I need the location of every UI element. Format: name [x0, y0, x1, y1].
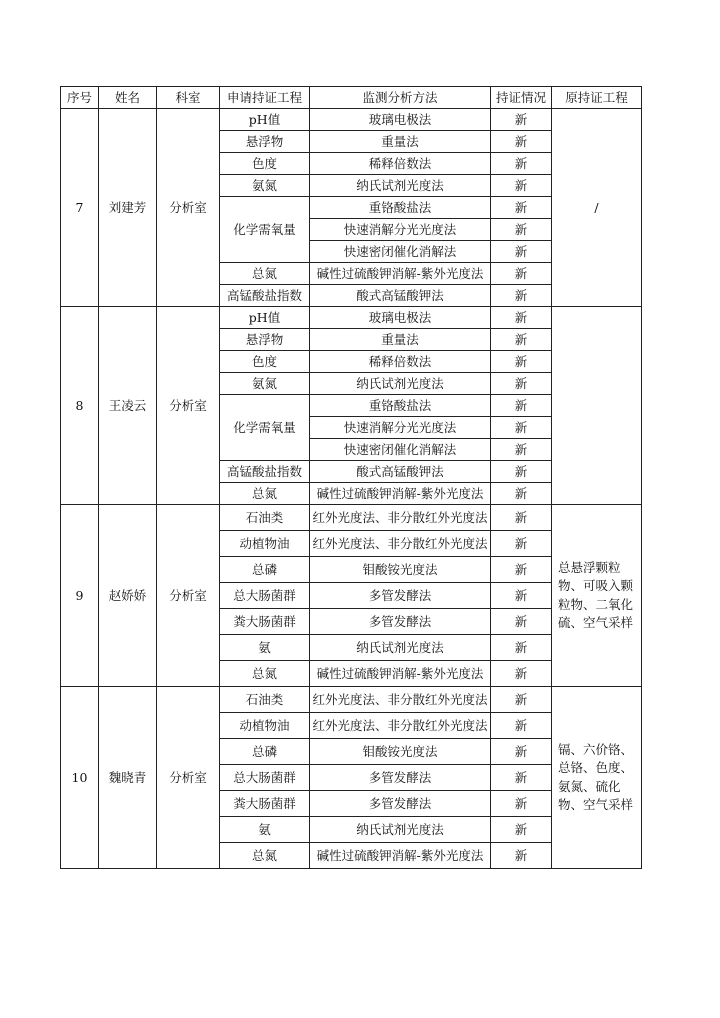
project-cell: 氨	[220, 817, 310, 843]
previous-projects: 镉、六价铬、总铬、色度、氨氮、硫化物、空气采样	[552, 687, 642, 869]
row-number: 7	[61, 109, 99, 307]
status-cell: 新	[491, 557, 552, 583]
project-cell: 总磷	[220, 557, 310, 583]
method-cell: 多管发酵法	[310, 609, 491, 635]
method-cell: 纳氏试剂光度法	[310, 635, 491, 661]
method-cell: 多管发酵法	[310, 765, 491, 791]
header-status: 持证情况	[491, 87, 552, 109]
table-row	[61, 109, 642, 131]
method-cell: 纳氏试剂光度法	[310, 817, 491, 843]
status-cell: 新	[491, 373, 552, 395]
method-cell: 碱性过硫酸钾消解-紫外光度法	[310, 843, 491, 869]
status-cell: 新	[491, 843, 552, 869]
project-cell: 动植物油	[220, 713, 310, 739]
person-name: 刘建芳	[99, 109, 157, 307]
status-cell: 新	[491, 329, 552, 351]
method-cell: 红外光度法、非分散红外光度法	[310, 531, 491, 557]
header-prev: 原持证工程	[552, 87, 642, 109]
method-cell: 钼酸铵光度法	[310, 557, 491, 583]
status-cell: 新	[491, 531, 552, 557]
header-dept: 科室	[157, 87, 220, 109]
project-cell: 总磷	[220, 739, 310, 765]
method-cell: 多管发酵法	[310, 583, 491, 609]
project-cell: 悬浮物	[220, 329, 310, 351]
project-cell: pH值	[220, 109, 310, 131]
previous-projects: 总悬浮颗粒物、可吸入颗粒物、二氧化硫、空气采样	[552, 505, 642, 687]
header-project: 申请持证工程	[220, 87, 310, 109]
department: 分析室	[157, 505, 220, 687]
row-number: 9	[61, 505, 99, 687]
status-cell: 新	[491, 817, 552, 843]
project-cell: 总氮	[220, 263, 310, 285]
project-cell: 化学需氧量	[220, 395, 310, 461]
table-row	[61, 505, 642, 531]
project-cell: 化学需氧量	[220, 197, 310, 263]
status-cell: 新	[491, 285, 552, 307]
header-name: 姓名	[99, 87, 157, 109]
status-cell: 新	[491, 417, 552, 439]
method-cell: 重铬酸盐法	[310, 197, 491, 219]
method-cell: 纳氏试剂光度法	[310, 373, 491, 395]
status-cell: 新	[491, 175, 552, 197]
row-number: 10	[61, 687, 99, 869]
method-cell: 钼酸铵光度法	[310, 739, 491, 765]
method-cell: 快速消解分光光度法	[310, 219, 491, 241]
status-cell: 新	[491, 635, 552, 661]
status-cell: 新	[491, 461, 552, 483]
department: 分析室	[157, 307, 220, 505]
project-cell: 石油类	[220, 687, 310, 713]
method-cell: 酸式高锰酸钾法	[310, 285, 491, 307]
project-cell: 总大肠菌群	[220, 583, 310, 609]
method-cell: 碱性过硫酸钾消解-紫外光度法	[310, 483, 491, 505]
project-cell: 动植物油	[220, 531, 310, 557]
method-cell: 玻璃电极法	[310, 109, 491, 131]
method-cell: 碱性过硫酸钾消解-紫外光度法	[310, 661, 491, 687]
status-cell: 新	[491, 219, 552, 241]
table-row	[61, 307, 642, 329]
status-cell: 新	[491, 351, 552, 373]
method-cell: 快速消解分光光度法	[310, 417, 491, 439]
project-cell: 色度	[220, 153, 310, 175]
project-cell: 氨	[220, 635, 310, 661]
project-cell: 色度	[220, 351, 310, 373]
status-cell: 新	[491, 395, 552, 417]
method-cell: 稀释倍数法	[310, 351, 491, 373]
project-cell: 粪大肠菌群	[220, 609, 310, 635]
method-cell: 重量法	[310, 131, 491, 153]
method-cell: 酸式高锰酸钾法	[310, 461, 491, 483]
person-name: 王凌云	[99, 307, 157, 505]
status-cell: 新	[491, 307, 552, 329]
status-cell: 新	[491, 153, 552, 175]
project-cell: pH值	[220, 307, 310, 329]
method-cell: 重铬酸盐法	[310, 395, 491, 417]
header-method: 监测分析方法	[310, 87, 491, 109]
row-number: 8	[61, 307, 99, 505]
status-cell: 新	[491, 687, 552, 713]
status-cell: 新	[491, 131, 552, 153]
method-cell: 红外光度法、非分散红外光度法	[310, 687, 491, 713]
status-cell: 新	[491, 241, 552, 263]
method-cell: 玻璃电极法	[310, 307, 491, 329]
status-cell: 新	[491, 439, 552, 461]
status-cell: 新	[491, 609, 552, 635]
method-cell: 红外光度法、非分散红外光度法	[310, 713, 491, 739]
method-cell: 稀释倍数法	[310, 153, 491, 175]
status-cell: 新	[491, 583, 552, 609]
method-cell: 重量法	[310, 329, 491, 351]
project-cell: 总氮	[220, 843, 310, 869]
person-name: 魏晓青	[99, 687, 157, 869]
project-cell: 高锰酸盐指数	[220, 285, 310, 307]
department: 分析室	[157, 109, 220, 307]
status-cell: 新	[491, 263, 552, 285]
header-row	[61, 87, 642, 109]
project-cell: 粪大肠菌群	[220, 791, 310, 817]
person-name: 赵娇娇	[99, 505, 157, 687]
project-cell: 氨氮	[220, 175, 310, 197]
previous-projects: /	[552, 109, 642, 307]
table-row	[61, 687, 642, 713]
project-cell: 石油类	[220, 505, 310, 531]
project-cell: 总氮	[220, 661, 310, 687]
department: 分析室	[157, 687, 220, 869]
method-cell: 快速密闭催化消解法	[310, 439, 491, 461]
status-cell: 新	[491, 197, 552, 219]
previous-projects	[552, 307, 642, 505]
status-cell: 新	[491, 791, 552, 817]
method-cell: 快速密闭催化消解法	[310, 241, 491, 263]
project-cell: 高锰酸盐指数	[220, 461, 310, 483]
project-cell: 悬浮物	[220, 131, 310, 153]
status-cell: 新	[491, 109, 552, 131]
header-no: 序号	[61, 87, 99, 109]
certification-table	[60, 86, 642, 869]
project-cell: 总氮	[220, 483, 310, 505]
method-cell: 碱性过硫酸钾消解-紫外光度法	[310, 263, 491, 285]
status-cell: 新	[491, 739, 552, 765]
status-cell: 新	[491, 505, 552, 531]
method-cell: 纳氏试剂光度法	[310, 175, 491, 197]
project-cell: 总大肠菌群	[220, 765, 310, 791]
method-cell: 红外光度法、非分散红外光度法	[310, 505, 491, 531]
status-cell: 新	[491, 483, 552, 505]
method-cell: 多管发酵法	[310, 791, 491, 817]
project-cell: 氨氮	[220, 373, 310, 395]
status-cell: 新	[491, 661, 552, 687]
status-cell: 新	[491, 713, 552, 739]
status-cell: 新	[491, 765, 552, 791]
